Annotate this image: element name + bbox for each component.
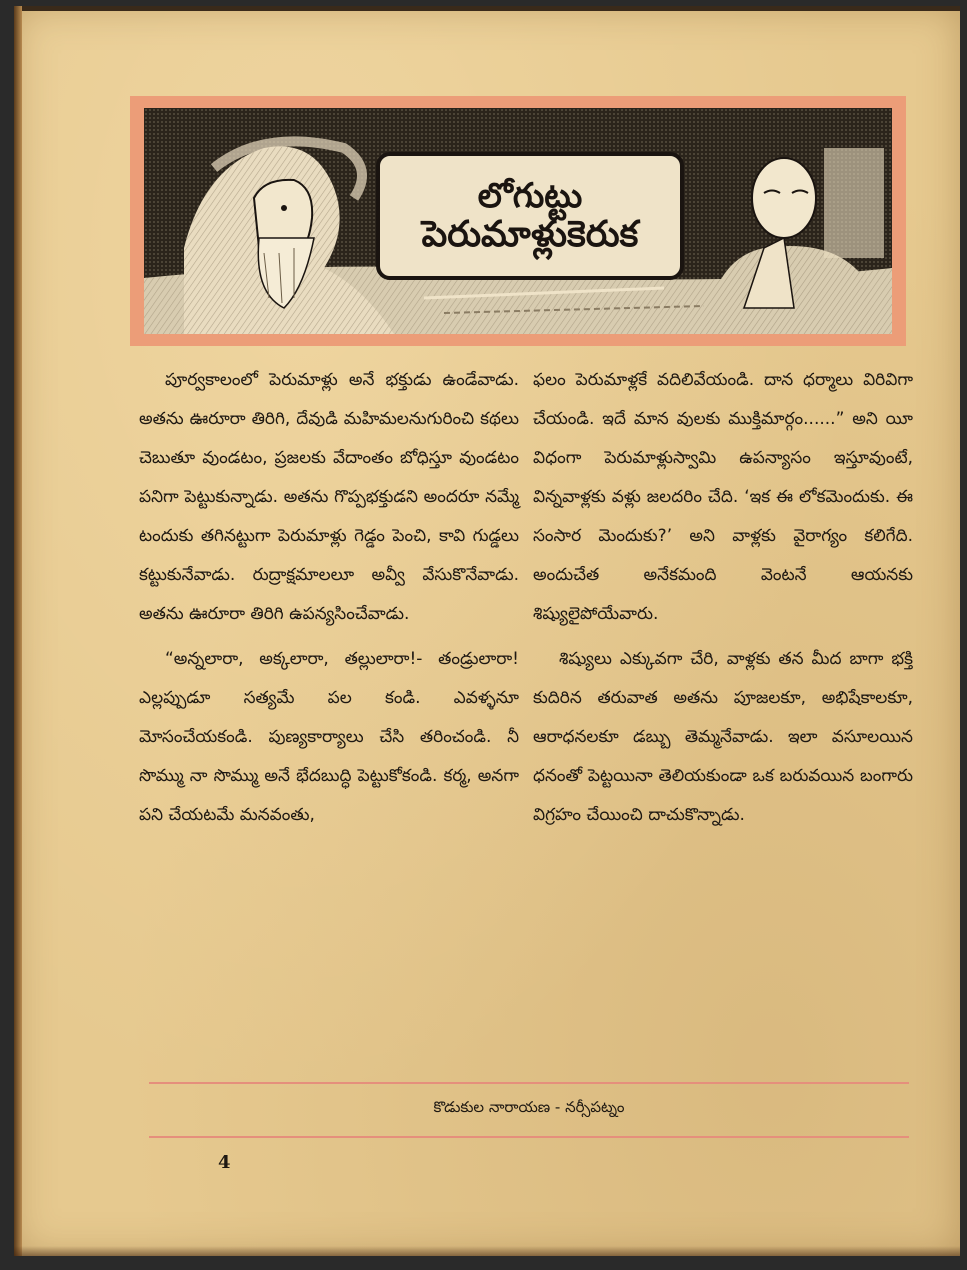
story-title-line-1: లోగుట్టు: [477, 175, 583, 216]
story-title-box: [376, 152, 684, 280]
banner-illustration: [144, 108, 892, 334]
right-text-column: [533, 361, 913, 835]
paragraph: “అన్నలారా, అక్కలారా, తల్లులారా!- తండ్రులారా! ఎల్లప్పుడూ సత్యమే పల కండి. ఎవళ్ళనూ మోసంచేయకండి. పుణ్యకార్యాలు చేసి తరించండి. నీ సొమ్ము నా సొమ్ము అనే భేదబుద్ధి పెట్టుకోకండి. కర్మ, అనగా పని చేయటమే మనవంతు,: [139, 649, 519, 825]
magazine-page: [14, 6, 960, 1256]
page-spine: [14, 6, 22, 1256]
paragraph: పూర్వకాలంలో పెరుమాళ్లు అనే భక్తుడు ఉండేవాడు. అతను ఊరూరా తిరిగి, దేవుడి మహిమలనుగురించి కథలు చెబుతూ వుండటం, ప్రజలకు వేదాంతం బోధిస్తూ వుండటం పనిగా పెట్టుకున్నాడు. అతను గొప్పభక్తుడని అందరూ నమ్మే టందుకు తగినట్టుగా పెరుమాళ్లు గెడ్డం పెంచి, కావి గుడ్డలు కట్టుకునేవాడు. రుద్రాక్షమాలలూ అవ్వీ వేసుకొనేవాడు. అతను ఊరూరా తిరిగి ఉపన్యసించేవాడు.: [139, 370, 519, 624]
paragraph: ఫలం పెరుమాళ్లకే వదిలివేయండి. దాన ధర్మాలు విరివిగా చేయండి. ఇదే మాన వులకు ముక్తిమార్గం......” అని యీ విధంగా పెరుమాళ్లుస్వామి ఉపన్యాసం ఇస్తూవుంటే, విన్నవాళ్లకు వళ్లు జలదరిం చేది. ‘ఇక ఈ లోకమెందుకు. ఈ సంసార మెందుకు?’ అని వాళ్లకు వైరాగ్యం కలిగేది. అందుచేత అనేకమంది వెంటనే ఆయనకు శిష్యులైపోయేవారు.: [533, 370, 913, 624]
divider-top: [149, 1082, 909, 1084]
page-bottom-shadow: [14, 1246, 960, 1256]
divider-bottom: [149, 1136, 909, 1138]
author-credit: కొడుకుల నారాయణ - నర్సీపట్నం: [433, 1098, 625, 1116]
page-top-edge: [14, 6, 960, 11]
story-title-line-2: పెరుమాళ్లుకెరుక: [421, 213, 639, 255]
title-banner: [130, 96, 906, 346]
page-number: 4: [218, 1152, 231, 1173]
left-text-column: [139, 361, 519, 835]
paragraph: శిష్యులు ఎక్కువగా చేరి, వాళ్లకు తన మీద బాగా భక్తి కుదిరిన తరువాత అతను పూజలకూ, అభిషేకాలకూ, ఆరాధనలకూ డబ్బు తెమ్మనేవాడు. ఇలా వసూలయిన ధనంతో పెట్టయినా తెలియకుండా ఒక బరువయిన బంగారు విగ్రహం చేయించి దాచుకొన్నాడు.: [533, 649, 913, 825]
